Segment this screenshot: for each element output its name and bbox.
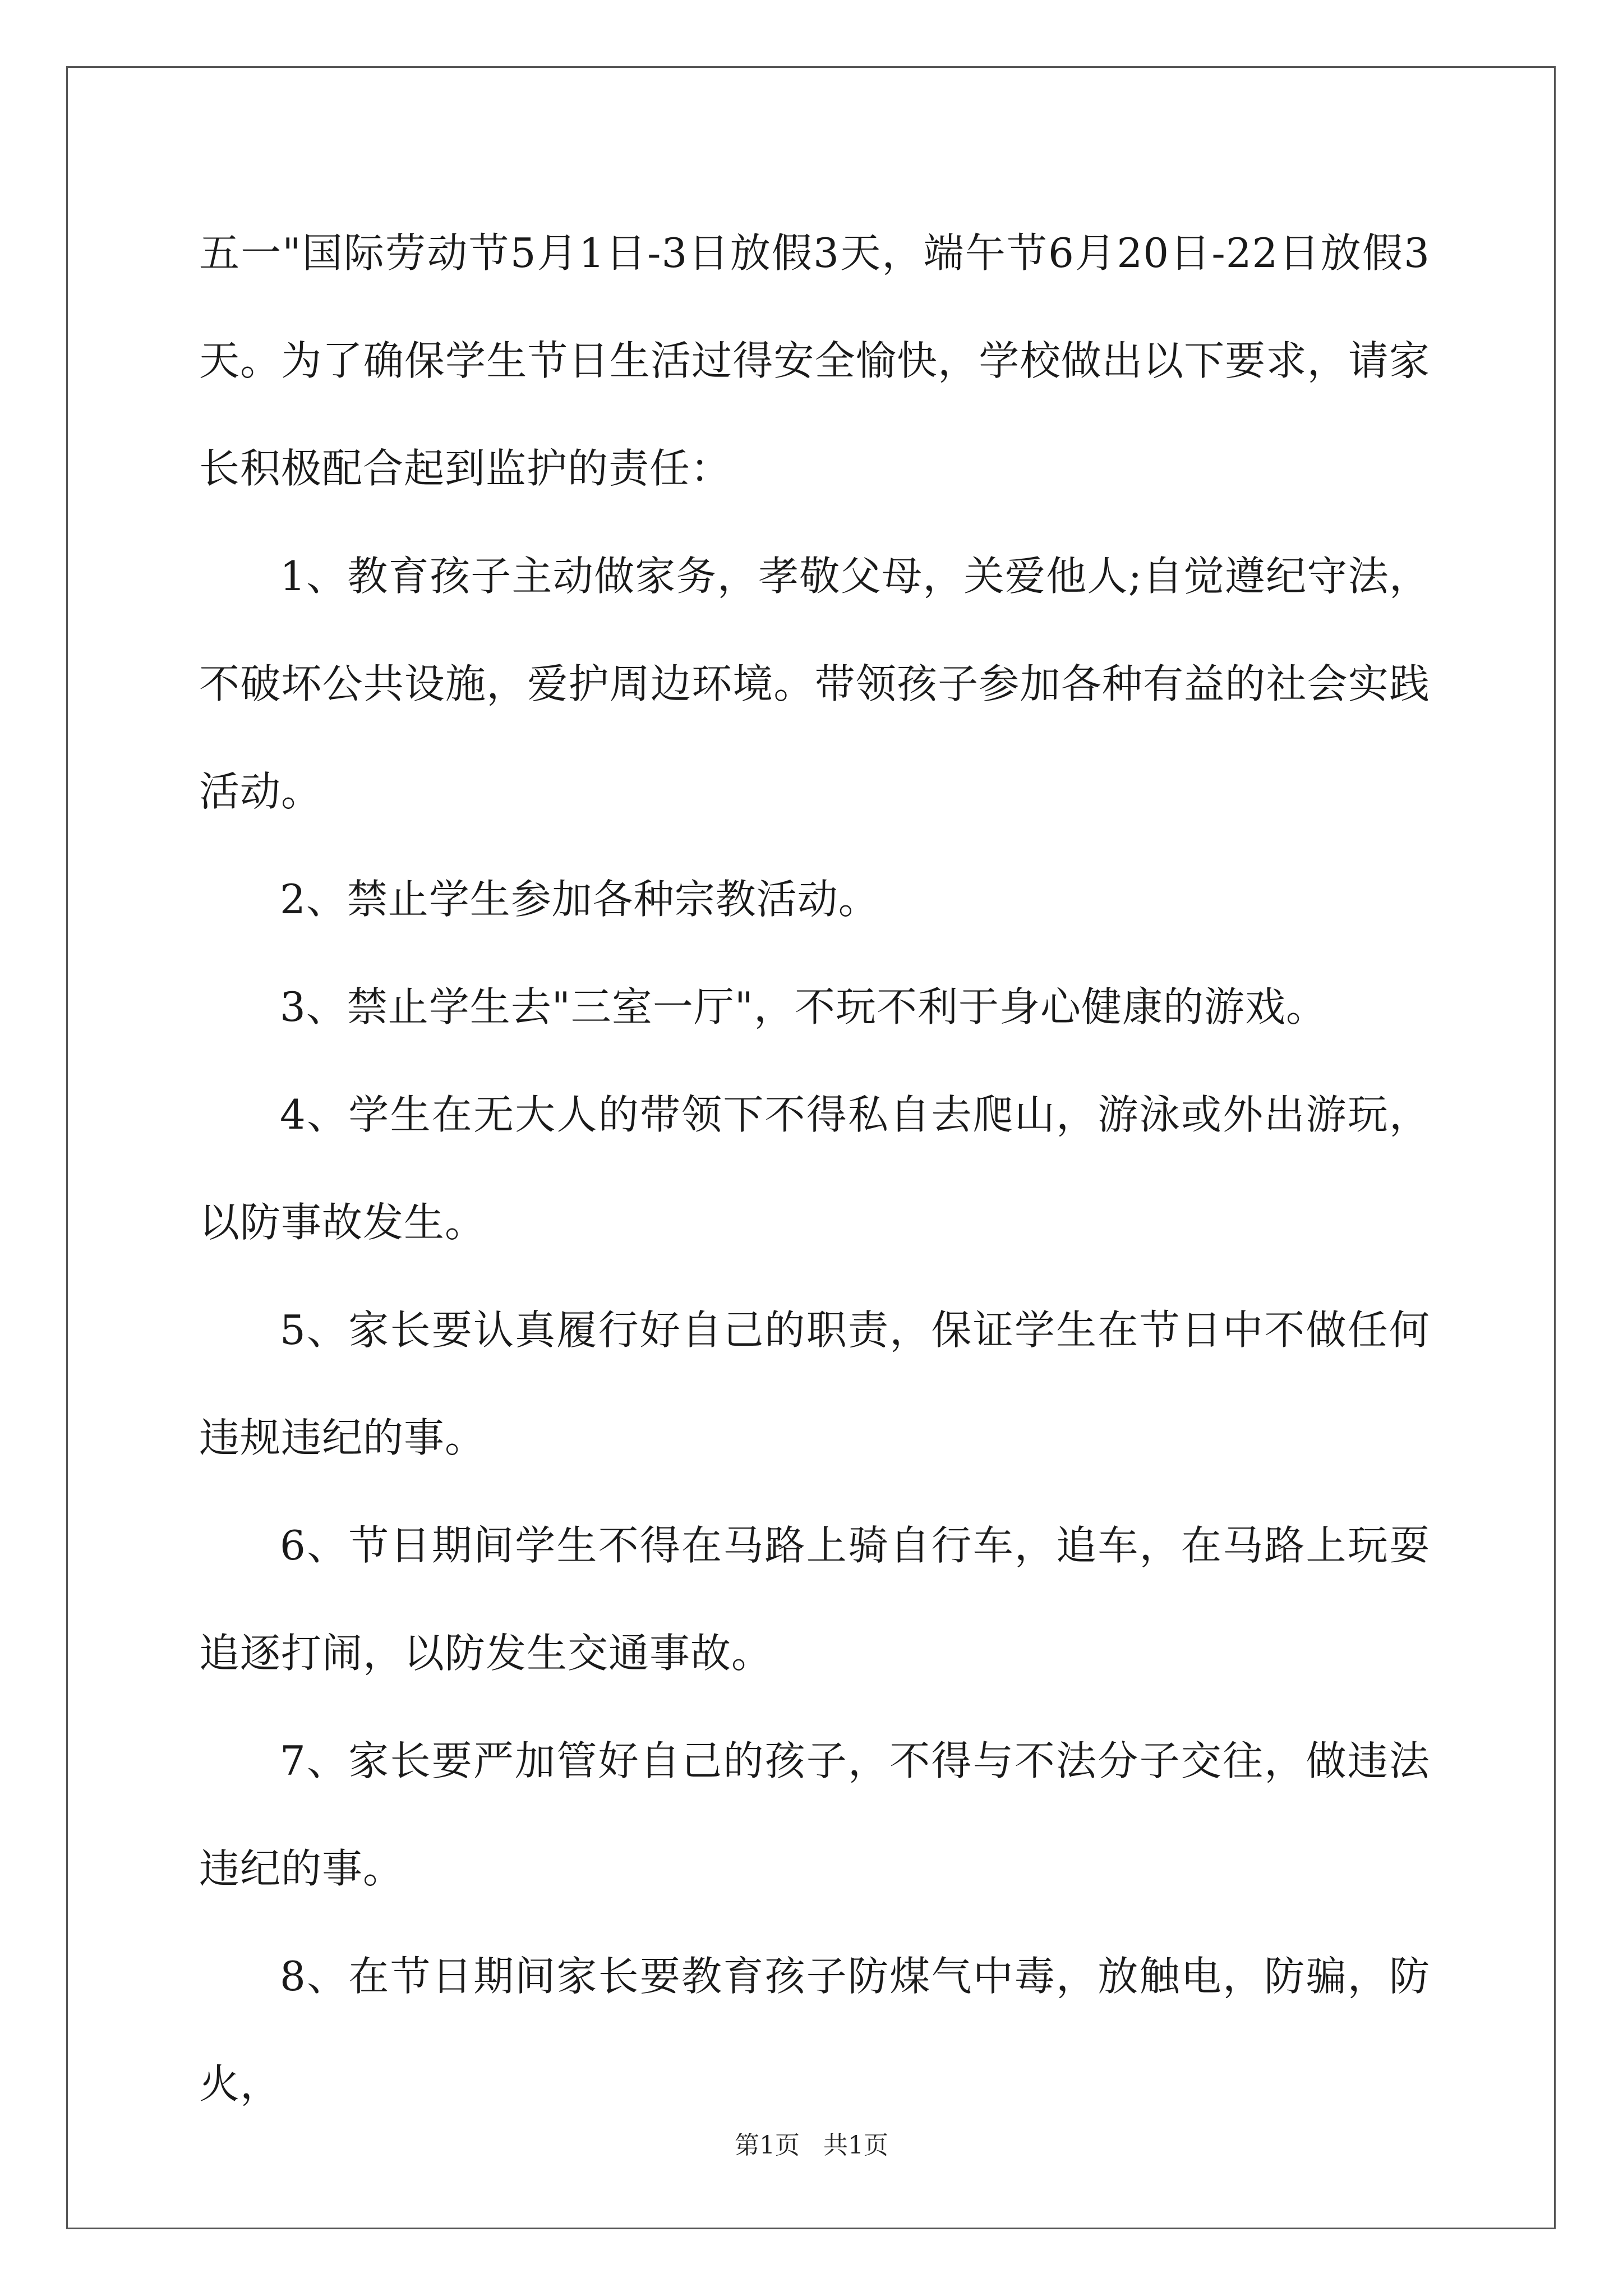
paragraph-item-6: 6、节日期间学生不得在马路上骑自行车，追车，在马路上玩耍追逐打闹，以防发生交通事故。 (199, 1522, 1430, 1677)
paragraph-item-7: 7、家长要严加管好自己的孩子，不得与不法分子交往，做违法违纪的事。 (199, 1737, 1430, 1892)
paragraph-item-5: 5、家长要认真履行好自己的职责，保证学生在节日中不做任何违规违纪的事。 (199, 1306, 1430, 1461)
paragraph-intro: 五一"国际劳动节5月1日-3日放假3天，端午节6月20日-22日放假3天。为了确保学生节日生活过得安全愉快，学校做出以下要求，请家长积极配合起到监护的责任： (199, 229, 1430, 492)
paragraph-item-1: 1、教育孩子主动做家务，孝敬父母，关爱他人;自觉遵纪守法，不破坏公共设施，爱护周边环境。带领孩子参加各种有益的社会实践活动。 (199, 553, 1430, 815)
paragraph-item-3: 3、禁止学生去"三室一厅"，不玩不利于身心健康的游戏。 (280, 983, 1327, 1030)
page-total: 共1页 (823, 2131, 888, 2160)
paragraph-item-4: 4、学生在无大人的带领下不得私自去爬山，游泳或外出游玩，以防事故发生。 (199, 1091, 1430, 1246)
paragraph-item-2: 2、禁止学生参加各种宗教活动。 (280, 876, 879, 923)
paragraph-item-8: 8、在节日期间家长要教育孩子防煤气中毒，放触电，防骗，防火， (199, 1953, 1430, 2108)
page-number: 第1页 (735, 2131, 800, 2160)
document-body (199, 199, 1430, 2138)
page-footer (0, 2129, 1623, 2162)
